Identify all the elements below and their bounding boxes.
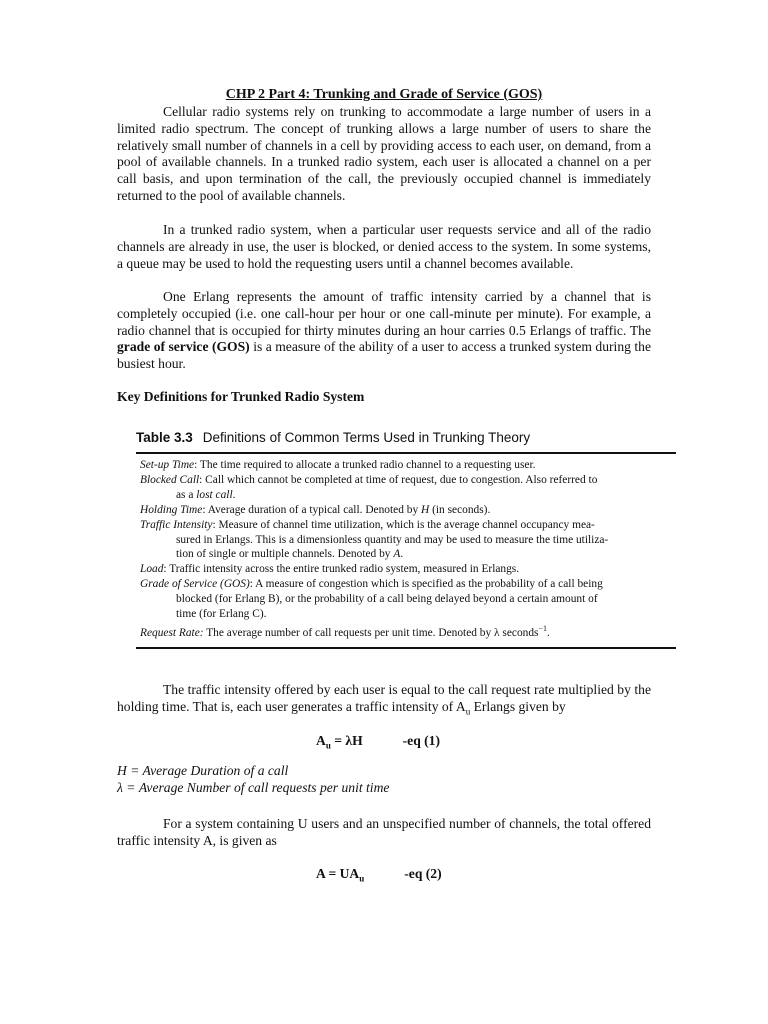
definition-h: H = Average Duration of a call (117, 763, 289, 778)
gos-term: grade of service (GOS) (117, 339, 250, 355)
paragraph-erlang (117, 289, 651, 373)
table-caption-text: Definitions of Common Terms Used in Trunking Theory (202, 430, 531, 445)
table-row: Request Rate: The average number of call requests per unit time. Denoted by λ seconds$^{-1}$. (140, 623, 550, 639)
paragraph-text: One Erlang represents the amount of traffic intensity carried by a channel that is completely occupied (i.e. one call-hour per hour or one call-minute per minute). For example, a radio channel that is occupied for thirty minutes during an hour carries 0.5 Erlangs of traffic. The (117, 289, 651, 338)
table-row: Grade of Service (GOS): A measure of congestion which is specified as the probability of a call being blocked (for Erlang B), or the probability of a call being delayed beyond a certain amount of time (for Erlang C). (140, 578, 603, 621)
paragraph-text: In a trunked radio system, when a particular user requests service and all of the radio channels are already in use, the user is blocked, or denied access to the system. In some systems, a queue may be used to hold the requesting users until a channel becomes available. (117, 222, 651, 271)
equation-label: -eq (2) (404, 866, 442, 881)
table-row: Load: Traffic intensity across the entire trunked radio system, measured in Erlangs. (140, 563, 520, 576)
page-title: CHP 2 Part 4: Trunking and Grade of Service (GOS) (225, 87, 543, 102)
table-row: Blocked Call: Call which cannot be completed at time of request, due to congestion. Also referred to as a lost call. (140, 473, 598, 501)
equation-2: $A = UA_u$ -eq (2) (316, 866, 442, 884)
paragraph-traffic-intensity: The traffic intensity offered by each user is equal to the call request rate multiplied by the holding time. That is, each user generates a traffic intensity of $A_u$ Erlangs given by (117, 682, 651, 717)
symbol-definitions (117, 763, 389, 797)
paragraph-blocked (117, 222, 651, 272)
table-bottom-rule (136, 647, 676, 649)
paragraph-text: is a measure of the ability of a user to access a trunked system during the busiest hour. (117, 339, 652, 372)
paragraph-total-traffic: For a system containing U users and an unspecified number of channels, the total offered traffic intensity A, is given as (117, 816, 651, 848)
table-row: Holding Time: Average duration of a typical call. Denoted by H (in seconds). (140, 503, 491, 516)
table-row: Traffic Intensity: Measure of channel time utilization, which is the average channel occupancy mea- sured in Erlangs. This is a dimensionless quantity and may be used to measure the time utiliza- tion of single or multiple channels. Denoted by A. (140, 518, 609, 561)
table-number: Table 3.3 (136, 430, 193, 445)
definition-lambda: λ = Average Number of call requests per unit time (117, 779, 390, 795)
table-caption (136, 430, 530, 445)
equation-label: -eq (1) (402, 733, 441, 748)
paragraph-trunking-intro (117, 104, 651, 205)
definitions-table (140, 458, 670, 641)
equation-1: $A_u = \lambda H$ -eq (1) (316, 733, 441, 751)
table-row: Set-up Time: The time required to allocate a trunked radio channel to a requesting user. (140, 459, 536, 471)
paragraph-text: Cellular radio systems rely on trunking to accommodate a large number of users in a limited radio spectrum. The concept of trunking allows a large number of users to share the relatively small number of channels in a cell by providing access to each user, on demand, from a pool of available channels. In a trunked radio system, each user is allocated a channel on a per call basis, and upon termination of the call, the previously occupied channel is immediately returned to the pool of available channels. (117, 104, 651, 203)
table-top-rule (136, 452, 676, 454)
section-heading: Key Definitions for Trunked Radio System (117, 389, 365, 404)
